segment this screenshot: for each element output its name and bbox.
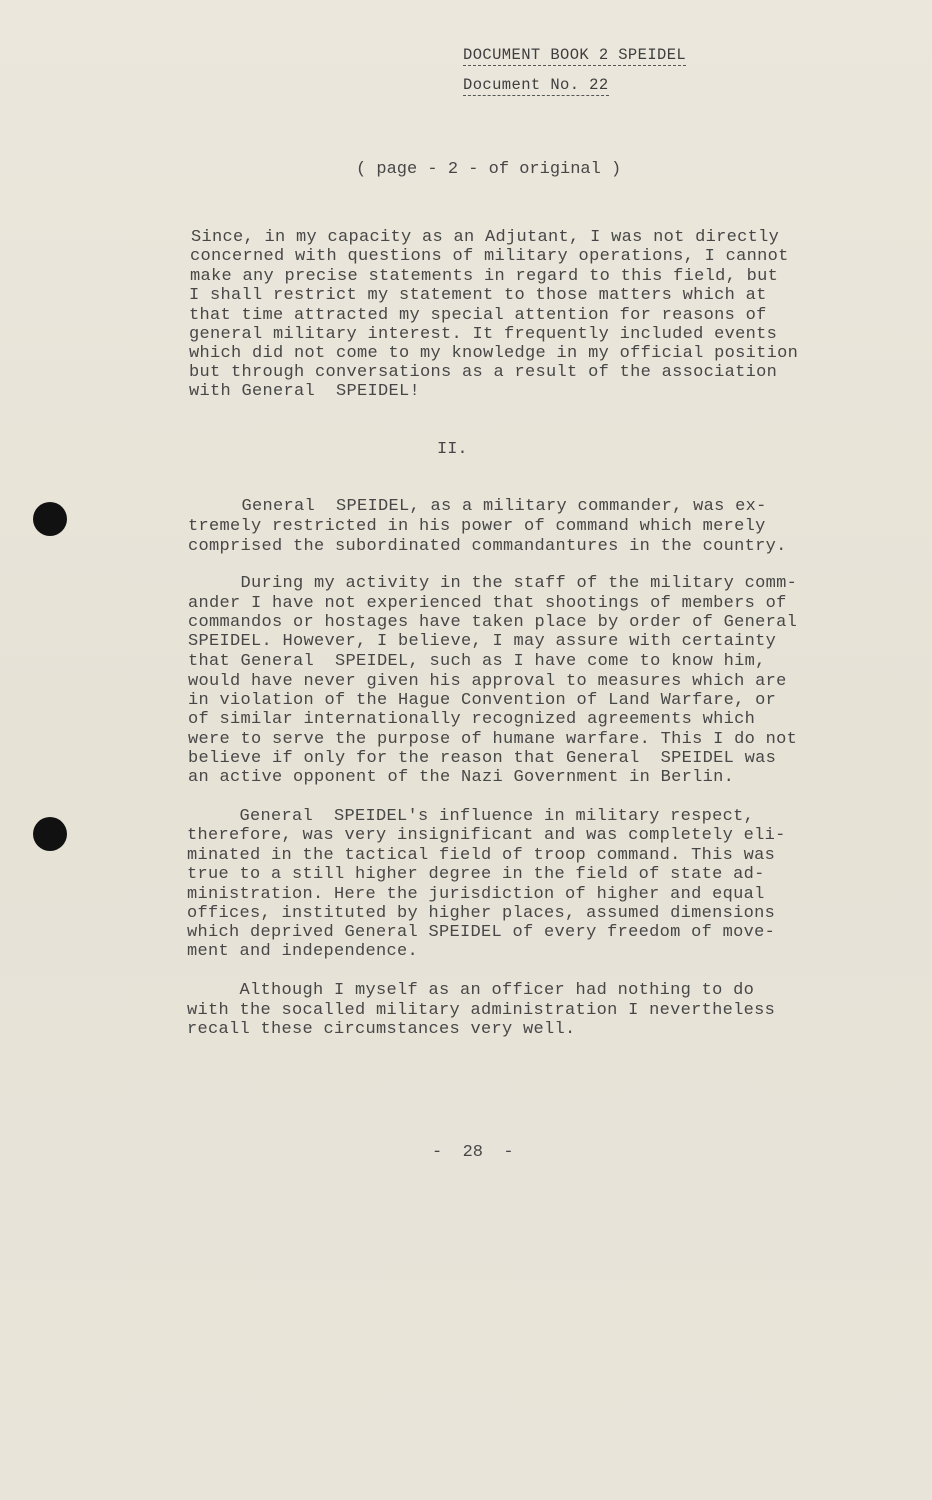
paragraph-line: with the socalled military administration I nevertheless [187,1001,776,1020]
punch-hole [33,502,67,536]
document-number: Document No. 22 [463,76,609,94]
paragraph-line: commandos or hostages have taken place by order of General [188,613,798,632]
paragraph-line: concerned with questions of military operations, I cannot [190,247,789,266]
paragraph-line: in violation of the Hague Convention of Land Warfare, or [188,691,777,710]
paragraph-line: recall these circumstances very well. [187,1020,576,1039]
paragraph-line: were to serve the purpose of humane warfare. This I do not [188,730,798,749]
paragraph-line: minated in the tactical field of troop command. This was [187,846,776,865]
paragraph-line: SPEIDEL. However, I believe, I may assure with certainty [188,632,777,651]
paragraph-line: comprised the subordinated commandantures in the country. [188,537,787,556]
paragraph-line: which did not come to my knowledge in my official position [189,344,799,363]
paragraph-line: ment and independence. [187,942,419,961]
paragraph-line: tremely restricted in his power of command which merely [188,517,766,536]
paragraph-line: offices, instituted by higher places, assumed dimensions [187,904,776,923]
paragraph-line: make any precise statements in regard to this field, but [190,267,779,286]
paragraph-line: therefore, was very insignificant and was completely eli- [187,826,786,845]
paragraph-line: Since, in my capacity as an Adjutant, I was not directly [191,228,780,247]
paragraph-line: that General SPEIDEL, such as I have come to know him, [188,652,766,671]
paragraph-line: but through conversations as a result of the association [189,363,778,382]
document-book-title: DOCUMENT BOOK 2 SPEIDEL [463,46,687,64]
paragraph-line: an active opponent of the Nazi Government in Berlin. [188,768,735,787]
paragraph-line: Although I myself as an officer had nothing to do [187,981,755,1000]
paragraph-line: General SPEIDEL's influence in military respect, [187,807,755,826]
paragraph-line: with General SPEIDEL! [189,382,421,401]
paragraph-line: that time attracted my special attention for reasons of [189,306,767,325]
paragraph-line: ministration. Here the jurisdiction of higher and equal [187,885,765,904]
page-number: - 28 - [432,1143,514,1162]
paragraph-line: true to a still higher degree in the field of state ad- [187,865,765,884]
paragraph-line: General SPEIDEL, as a military commander, was ex- [189,497,767,516]
punch-hole [33,817,67,851]
paragraph-line: I shall restrict my statement to those matters which at [189,286,767,305]
paragraph-line: During my activity in the staff of the military comm- [188,574,798,593]
paragraph-line: ander I have not experienced that shootings of members of [188,594,787,613]
section-heading: II. [437,440,468,459]
paragraph-line: of similar internationally recognized agreements which [188,710,756,729]
page-reference: ( page - 2 - of original ) [356,160,622,179]
paragraph-line: which deprived General SPEIDEL of every freedom of move- [187,923,776,942]
paragraph-line: general military interest. It frequently included events [189,325,778,344]
paragraph-line: would have never given his approval to measures which are [188,672,787,691]
paragraph-line: believe if only for the reason that General SPEIDEL was [188,749,777,768]
